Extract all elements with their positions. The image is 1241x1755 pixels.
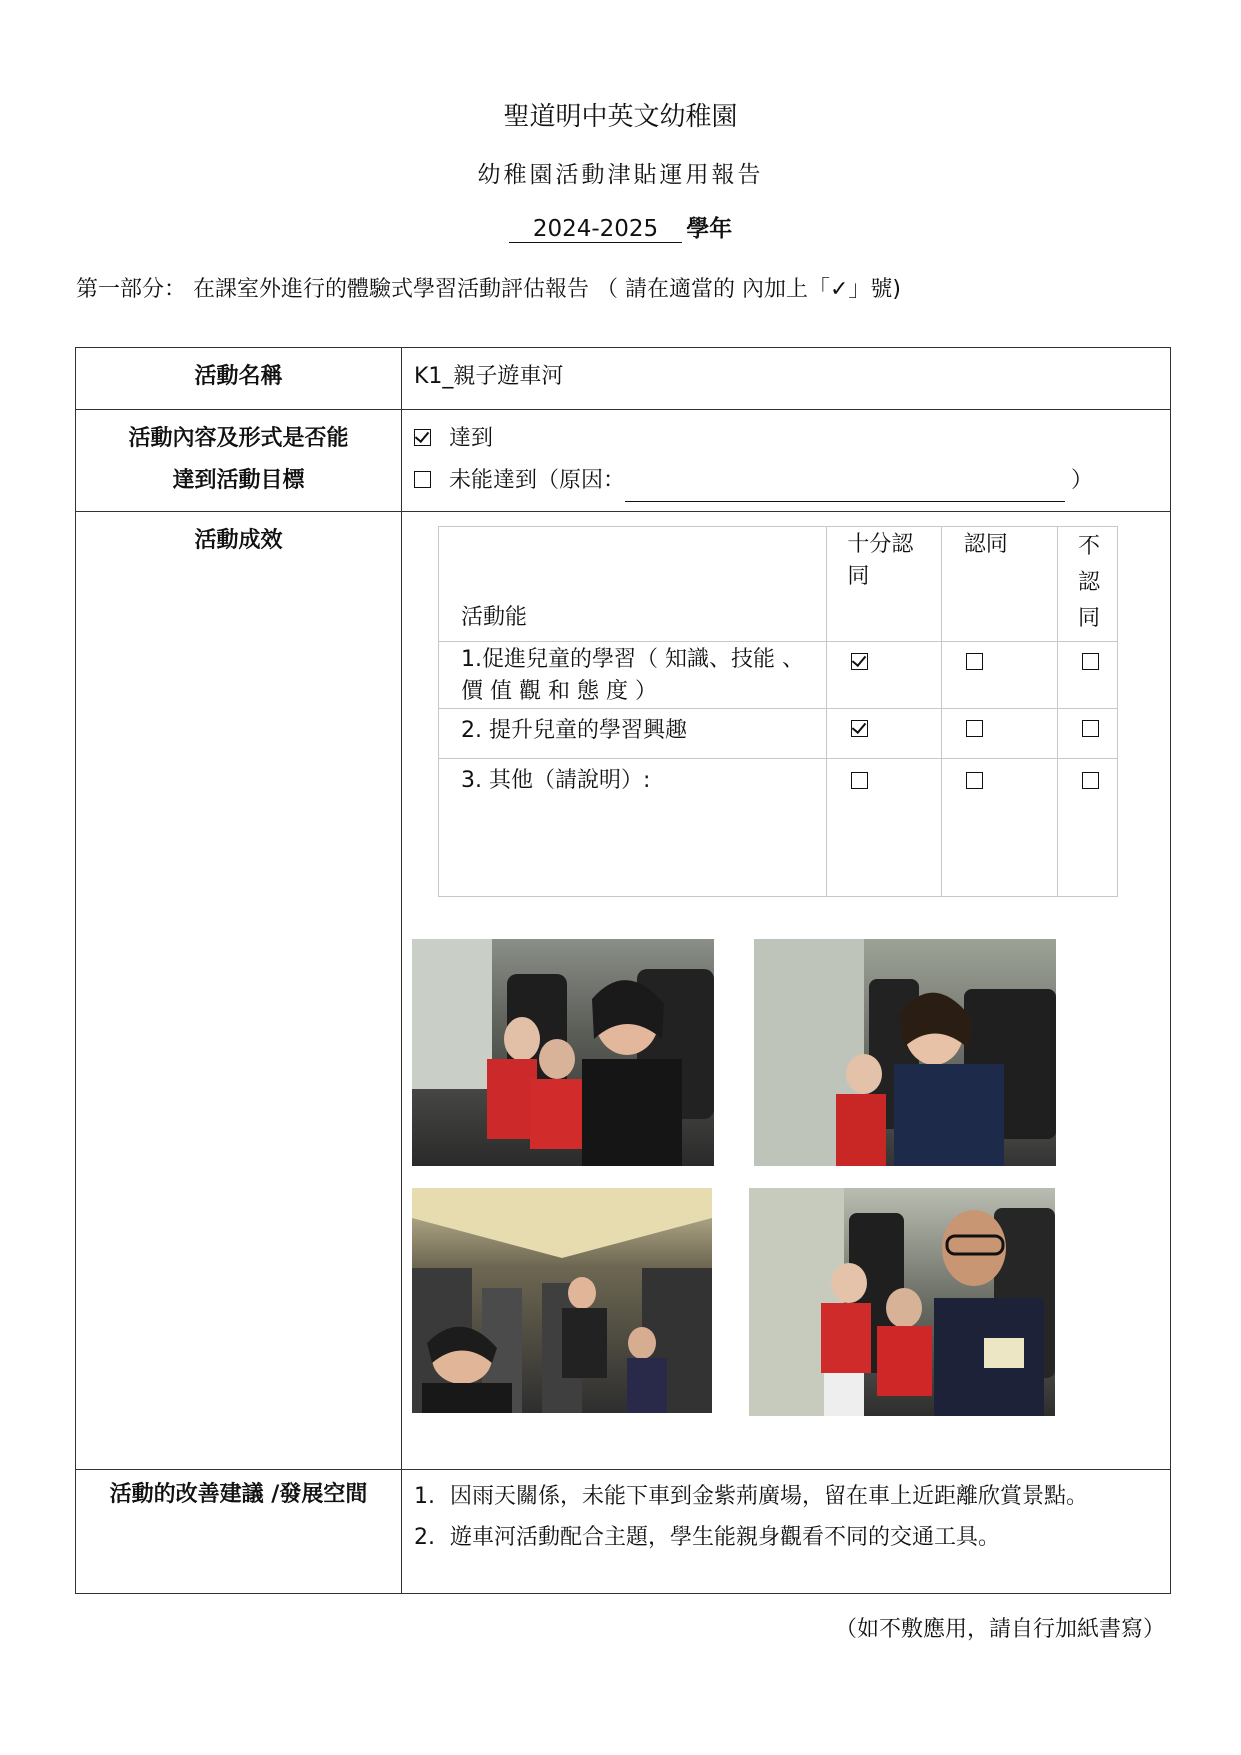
year-label: 學年 [686, 216, 733, 242]
sub-header-agree: 認同 [941, 527, 1057, 642]
improvement-label: 活動的改善建議 /發展空間 [76, 1470, 402, 1594]
achieved-label: 達到 [449, 426, 494, 451]
objective-options [402, 410, 1171, 512]
outcome-subtable [438, 526, 1118, 897]
item1-agree-checkbox[interactable] [966, 653, 983, 670]
photo-2-art [754, 939, 1056, 1166]
not-achieved-checkbox[interactable] [414, 471, 431, 488]
improvement-cell [402, 1470, 1171, 1594]
part1-heading: 第一部分： 在課室外進行的體驗式學習活動評估報告 （ 請在適當的 內加上「✓」號) [76, 277, 901, 302]
activity-name-label: 活動名稱 [76, 348, 402, 410]
sub-header-disagree [1057, 527, 1117, 642]
not-achieved-label: 未能達到（原因： [449, 468, 626, 493]
item2-strongly-agree[interactable] [827, 709, 941, 759]
outcome-label: 活動成效 [76, 512, 402, 1470]
item1-strongly-agree[interactable] [827, 642, 941, 709]
sub-header-activity: 活動能 [439, 527, 827, 642]
item1-text: 1.促進兒童的學習（ 知識、技能 、 價 值 觀 和 態 度 ） [439, 642, 827, 709]
improvement-item-1-text: 因雨天關係，未能下車到金紫荊廣場，留在車上近距離欣賞景點。 [450, 1484, 1089, 1509]
activity-photo-1 [412, 939, 714, 1166]
activity-photo-2 [754, 939, 1056, 1166]
objective-label [76, 410, 402, 512]
item1-agree[interactable] [941, 642, 1057, 709]
item3-strongly-agree[interactable] [827, 759, 941, 897]
item2-disagree-checkbox[interactable] [1082, 720, 1099, 737]
improvement-item-1 [414, 1476, 1158, 1517]
objective-label-line2: 達到活動目標 [172, 468, 305, 493]
improvement-item-2-text: 遊車河活動配合主題，學生能親身觀看不同的交通工具。 [450, 1525, 1001, 1550]
item3-agree-checkbox[interactable] [966, 772, 983, 789]
item3-strongly-agree-checkbox[interactable] [851, 772, 868, 789]
report-title: 幼稚園活動津貼運用報告 [477, 162, 764, 188]
item2-agree-checkbox[interactable] [966, 720, 983, 737]
item2-disagree[interactable] [1057, 709, 1117, 759]
photo-1-art [412, 939, 714, 1166]
improvement-item-2-num: 2. [414, 1525, 435, 1550]
item2-text: 2. 提升兒童的學習興趣 [439, 709, 827, 759]
reason-blank-line[interactable] [625, 477, 1065, 502]
sub-header-disagree-text: 不認同 [1077, 534, 1100, 631]
photo-4-art [749, 1188, 1055, 1416]
item1-disagree[interactable] [1057, 642, 1117, 709]
objective-label-line1: 活動內容及形式是否能 [128, 426, 349, 451]
item2-strongly-agree-checkbox[interactable] [851, 720, 868, 737]
item3-disagree-checkbox[interactable] [1082, 772, 1099, 789]
outcome-cell [402, 512, 1171, 1470]
item3-text: 3. 其他（請說明）: [439, 759, 827, 897]
photo-3-art [412, 1188, 712, 1413]
activity-photo-3 [412, 1188, 712, 1413]
improvement-item-2 [414, 1517, 1158, 1558]
item3-disagree[interactable] [1057, 759, 1117, 897]
activity-photo-4 [749, 1188, 1055, 1416]
item1-strongly-agree-checkbox[interactable] [851, 653, 868, 670]
improvement-item-1-num: 1. [414, 1484, 435, 1509]
reason-close-paren: ） [1071, 468, 1094, 493]
sub-header-strongly-agree: 十分認同 [827, 527, 941, 642]
item1-disagree-checkbox[interactable] [1082, 653, 1099, 670]
school-name: 聖道明中英文幼稚園 [503, 102, 738, 132]
item2-agree[interactable] [941, 709, 1057, 759]
item3-agree[interactable] [941, 759, 1057, 897]
evaluation-table [75, 347, 1171, 1594]
activity-name-value: K1_親子遊車河 [402, 348, 1171, 410]
achieved-checkbox[interactable] [414, 429, 431, 446]
year-value: 2024-2025 [509, 216, 682, 243]
footer-note: （如不敷應用，請自行加紙書寫） [834, 1617, 1165, 1642]
school-year [0, 210, 1241, 243]
